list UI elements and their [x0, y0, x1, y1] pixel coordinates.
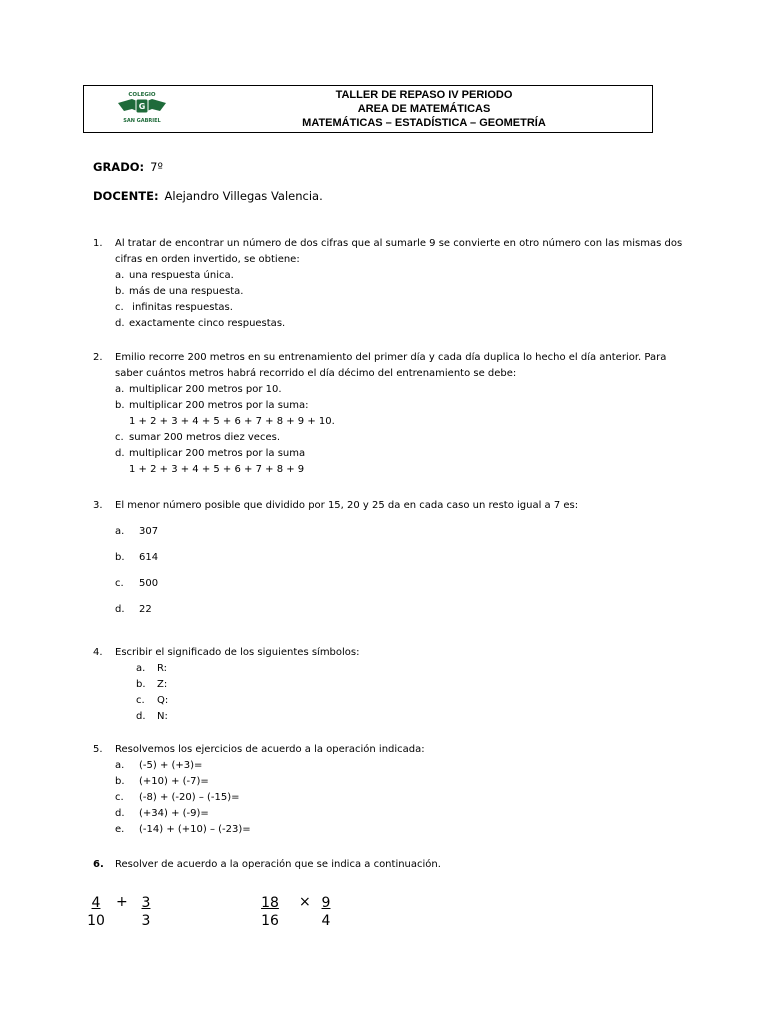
grado-value: 7º [150, 160, 163, 174]
question-text: Al tratar de encontrar un número de dos cifras que al sumarle 9 se convierte en otro número con las mismas dos cifras en orden invertido, se obtiene: [115, 238, 683, 265]
question-1 [93, 236, 693, 332]
question-6 [93, 857, 693, 873]
docente-value: Alejandro Villegas Valencia. [164, 189, 323, 203]
option: d. exactamente cinco respuestas. [115, 318, 286, 329]
header-area: AREA DE MATEMÁTICAS [357, 103, 491, 115]
option: e. (-14) + (+10) – (-23)= [115, 824, 251, 835]
header-box [83, 85, 653, 133]
fraction-denominator: 3 [141, 913, 151, 929]
option: 1 + 2 + 3 + 4 + 5 + 6 + 7 + 8 + 9 [129, 464, 305, 475]
question-number: 3. [93, 500, 103, 511]
header-title: TALLER DE REPASO IV PERIODO [335, 89, 513, 101]
grado-label: GRADO: [93, 160, 145, 174]
option: c. infinitas respuestas. [115, 302, 233, 313]
question-5 [93, 742, 693, 838]
option: a. multiplicar 200 metros por 10. [115, 384, 282, 395]
question-number: 4. [93, 647, 103, 658]
fraction-denominator: 4 [321, 913, 331, 929]
question-2 [93, 350, 693, 478]
question-number: 2. [93, 352, 103, 363]
times-operator: × [299, 894, 311, 910]
fraction-numerator: 3 [141, 895, 151, 911]
question-text: Escribir el significado de los siguientes símbolos: [115, 647, 360, 658]
question-4 [93, 645, 693, 725]
option: 1 + 2 + 3 + 4 + 5 + 6 + 7 + 8 + 9 + 10. [129, 416, 335, 427]
option: b. más de una respuesta. [115, 286, 244, 297]
question-text: Resolver de acuerdo a la operación que se indica a continuación. [115, 859, 441, 870]
question-3 [93, 498, 693, 628]
school-logo [114, 89, 170, 129]
fraction-1 [85, 894, 107, 930]
fraction-numerator: 18 [261, 895, 279, 911]
fraction-numerator: 4 [91, 895, 101, 911]
option: c. Q: [136, 695, 169, 706]
fraction-2 [138, 894, 154, 930]
plus-operator: + [116, 894, 128, 910]
question-number: 1. [93, 238, 103, 249]
grado-line [93, 160, 163, 174]
fraction-denominator: 16 [261, 913, 279, 929]
fraction-4 [318, 894, 334, 930]
header-subjects: MATEMÁTICAS – ESTADÍSTICA – GEOMETRÍA [302, 117, 546, 129]
svg-text:SAN GABRIEL: SAN GABRIEL [123, 118, 161, 124]
option: d. 22 [115, 604, 152, 615]
question-number: 5. [93, 744, 103, 755]
svg-text:G: G [138, 102, 146, 111]
svg-text:COLEGIO: COLEGIO [128, 92, 156, 98]
question-number: 6. [93, 859, 104, 870]
fraction-3 [258, 894, 282, 930]
option: c. sumar 200 metros diez veces. [115, 432, 281, 443]
option: a. R: [136, 663, 168, 674]
option: d. (+34) + (-9)= [115, 808, 209, 819]
option: b. (+10) + (-7)= [115, 776, 209, 787]
question-text: El menor número posible que dividido por 15, 20 y 25 da en cada caso un resto igual a 7 es: [115, 500, 579, 511]
option: c. (-8) + (-20) – (-15)= [115, 792, 240, 803]
question-text: Resolvemos los ejercicios de acuerdo a la operación indicada: [115, 744, 425, 755]
docente-label: DOCENTE: [93, 189, 159, 203]
option: d. multiplicar 200 metros por la suma [115, 448, 306, 459]
fraction-denominator: 10 [87, 913, 105, 929]
option: b. 614 [115, 552, 159, 563]
option: a. (-5) + (+3)= [115, 760, 203, 771]
option: d. N: [136, 711, 168, 722]
option: a. 307 [115, 526, 159, 537]
fraction-numerator: 9 [321, 895, 331, 911]
option: a. una respuesta única. [115, 270, 234, 281]
option: c. 500 [115, 578, 159, 589]
docente-line [93, 189, 323, 203]
question-text: Emilio recorre 200 metros en su entrenamiento del primer día y cada día duplica lo hecho el día anterior. Para saber cuántos metros habrá recorrido el día décimo del entrenamiento se debe: [115, 352, 667, 379]
option: b. multiplicar 200 metros por la suma: [115, 400, 309, 411]
option: b. Z: [136, 679, 168, 690]
